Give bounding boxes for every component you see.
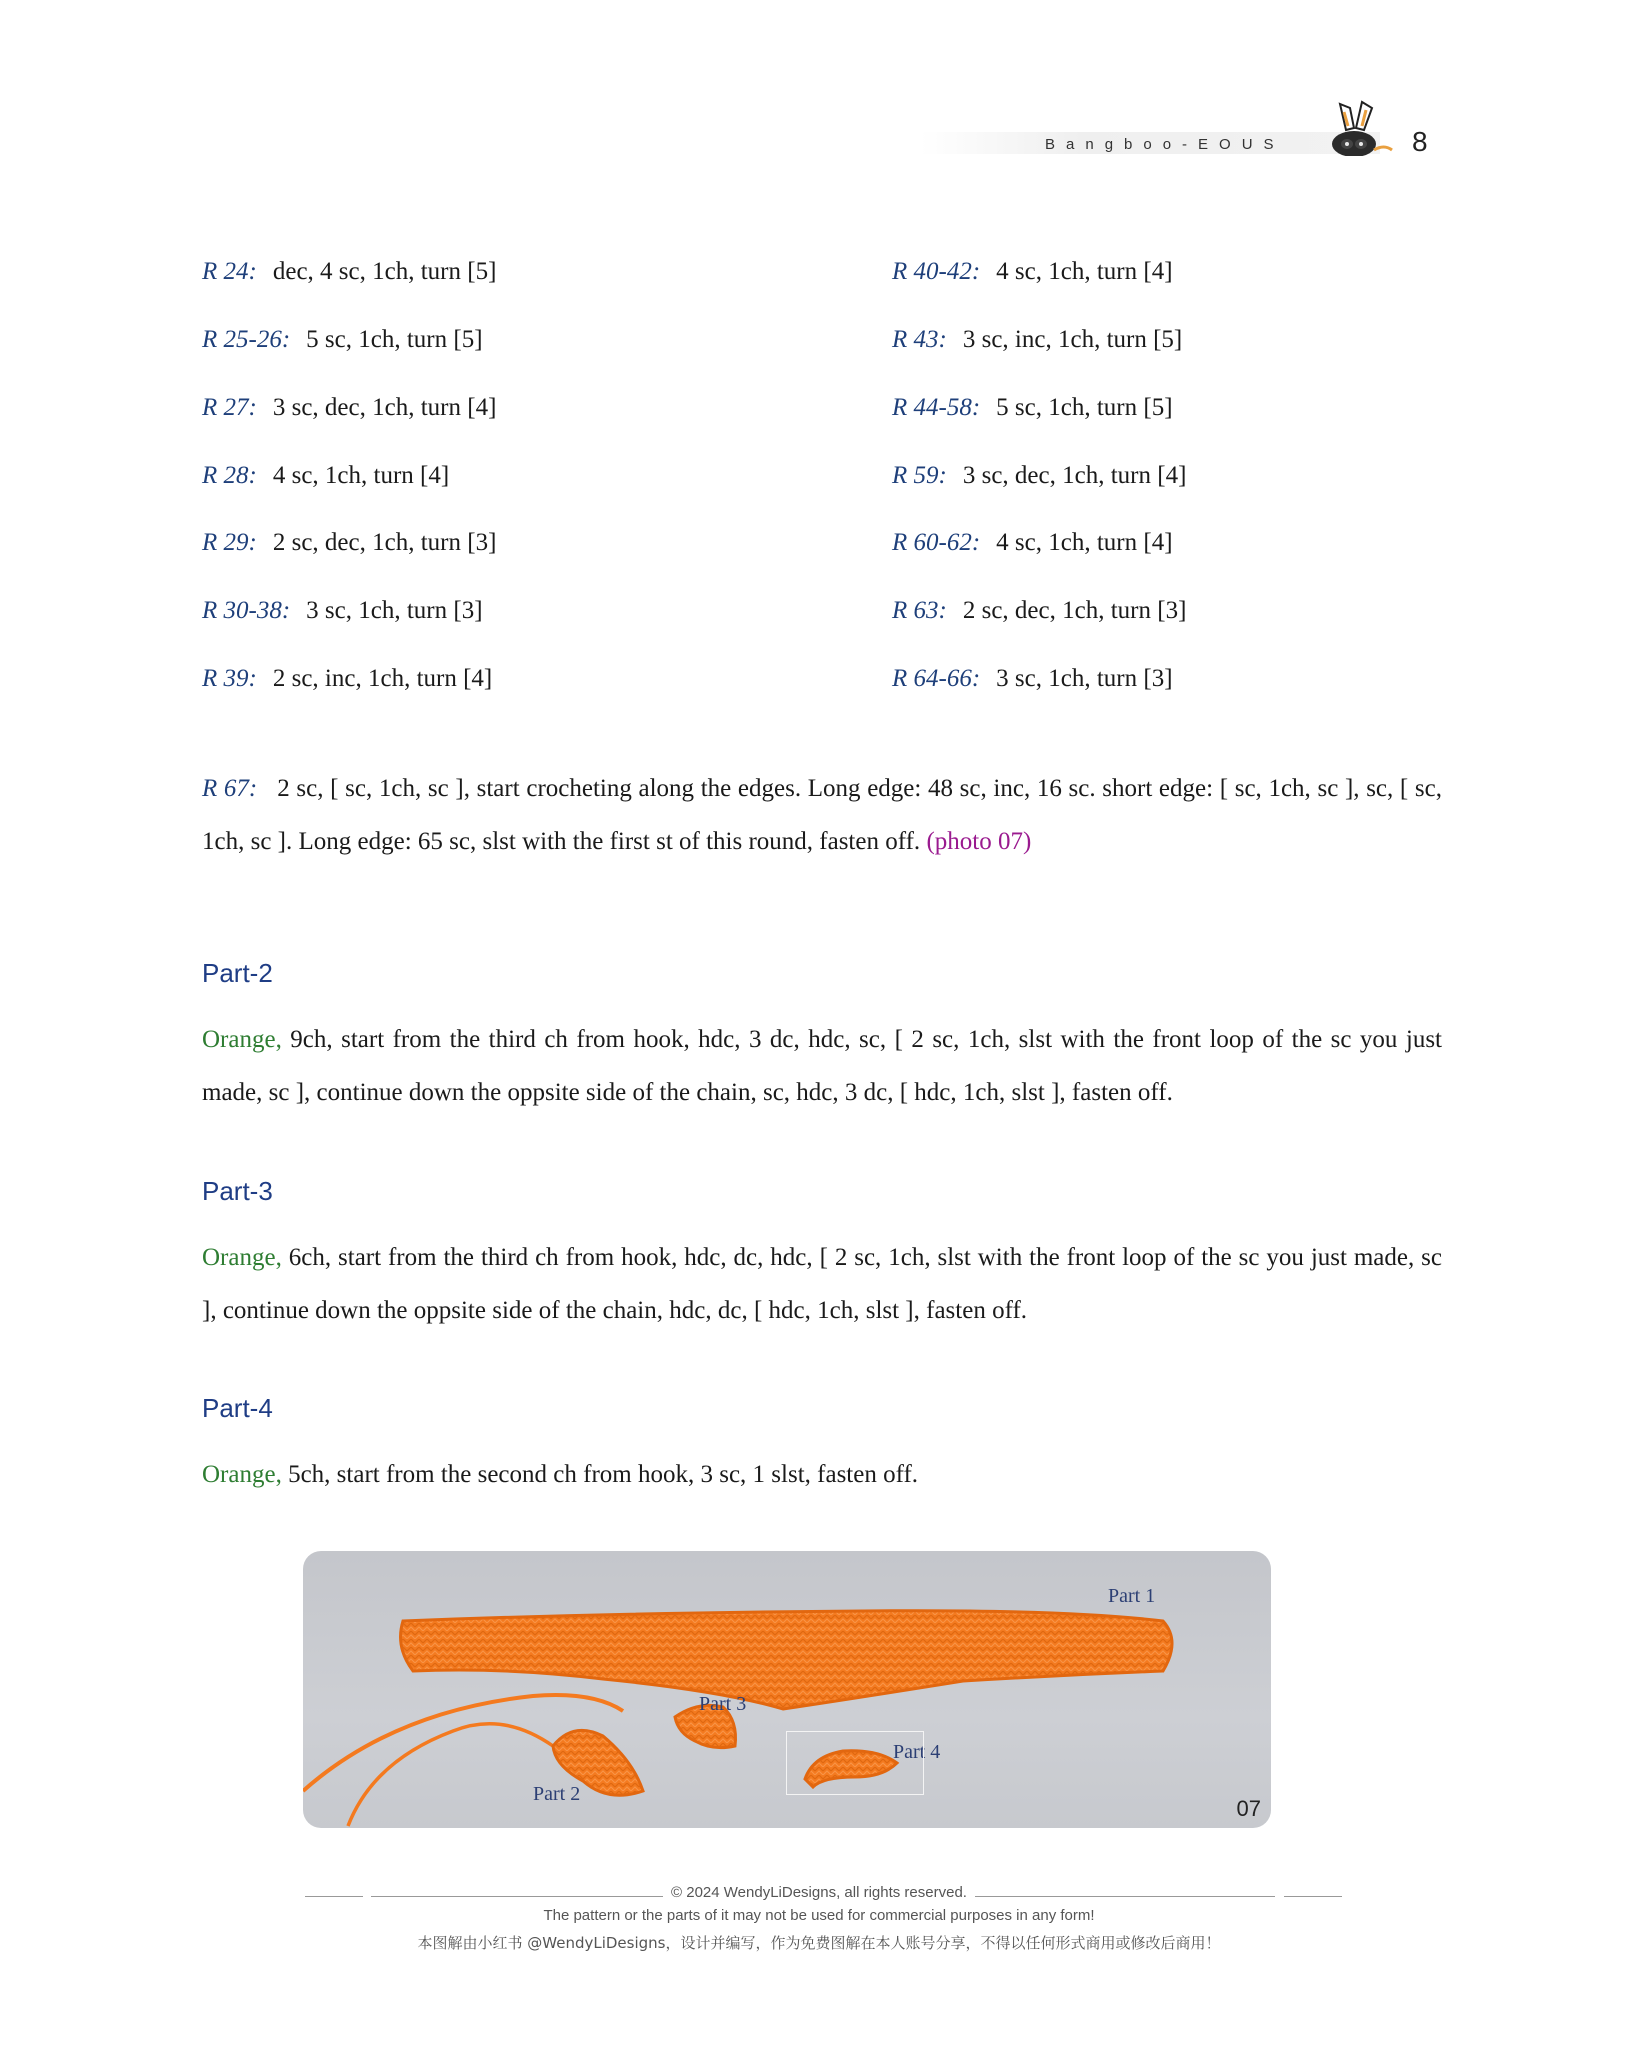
header-title: Bangboo-EOUS — [1045, 136, 1285, 153]
round-label: R 24: — [202, 258, 257, 285]
round-row — [202, 326, 483, 354]
round-text: 3 sc, dec, 1ch, turn [4] — [272, 394, 497, 421]
round-row — [892, 326, 1182, 354]
round-row — [892, 462, 1186, 490]
round-text: 2 sc, dec, 1ch, turn [3] — [272, 529, 497, 556]
part-1-label: Part 1 — [1108, 1585, 1156, 1607]
round-label: R 39: — [202, 665, 257, 692]
round-label: R 67: — [202, 775, 258, 802]
round-label: R 43: — [892, 326, 947, 353]
round-row — [202, 665, 492, 693]
round-text: 3 sc, 1ch, turn [3] — [306, 597, 483, 624]
section-heading-part-3: Part-3 — [202, 1176, 273, 1206]
yarn-color: Orange, — [202, 1026, 282, 1053]
round-label: R 29: — [202, 529, 257, 556]
round-label: R 30-38: — [202, 597, 291, 624]
round-row — [892, 258, 1173, 286]
round-text: 4 sc, 1ch, turn [4] — [996, 529, 1173, 556]
round-row — [202, 258, 496, 286]
page-number: 8 — [1412, 126, 1428, 157]
round-label: R 59: — [892, 462, 947, 489]
section-heading-part-2: Part-2 — [202, 958, 273, 988]
part-3-paragraph — [202, 1231, 1442, 1337]
round-text: 3 sc, inc, 1ch, turn [5] — [962, 326, 1183, 353]
round-label: R 28: — [202, 462, 257, 489]
part-1-strip — [401, 1611, 1172, 1709]
round-text: dec, 4 sc, 1ch, turn [5] — [272, 258, 497, 285]
round-row — [892, 597, 1186, 625]
footer-chinese-note: 本图解由小红书 @WendyLiDesigns，设计并编写，作为免费图解在本人账号分享，不得以任何形式商用或修改后商用！ — [417, 1934, 1221, 1952]
round-row — [892, 665, 1173, 693]
round-label: R 64-66: — [892, 665, 981, 692]
footer-copyright — [0, 1884, 1638, 1901]
section-heading-part-4: Part-4 — [202, 1393, 273, 1423]
round-label: R 27: — [202, 394, 257, 421]
yarn-color: Orange, — [202, 1461, 282, 1488]
round-text: 4 sc, 1ch, turn [4] — [272, 462, 450, 489]
part-2-label: Part 2 — [533, 1783, 581, 1805]
round-row — [202, 462, 449, 490]
round-row — [202, 529, 496, 557]
photo-number: 07 — [1236, 1796, 1261, 1821]
part-4-label: Part 4 — [893, 1741, 941, 1763]
round-text: 3 sc, 1ch, turn [3] — [996, 665, 1173, 692]
copyright-text: © 2024 WendyLiDesigns, all rights reserved. — [663, 1884, 975, 1901]
round-label: R 44-58: — [892, 394, 981, 421]
round-text: 4 sc, 1ch, turn [4] — [996, 258, 1173, 285]
round-label: R 63: — [892, 597, 947, 624]
round-row — [892, 529, 1173, 557]
photo-reference: (photo 07) — [926, 828, 1032, 855]
bangboo-mascot-icon — [1318, 100, 1398, 156]
part-3-label: Part 3 — [699, 1693, 747, 1715]
round-row — [892, 394, 1173, 422]
round-text: 2 sc, dec, 1ch, turn [3] — [962, 597, 1187, 624]
round-text: 2 sc, inc, 1ch, turn [4] — [272, 665, 493, 692]
round-label: R 25-26: — [202, 326, 291, 353]
part-text: 5ch, start from the second ch from hook, 3 sc, 1 slst, fasten off. — [288, 1461, 919, 1488]
part-4-highlight-box — [786, 1731, 924, 1795]
part-text: 6ch, start from the third ch from hook, hdc, dc, hdc, [ 2 sc, 1ch, slst with the front loop of the sc you just made, sc ], continue down the oppsite side of the chain, hdc, dc, [ hdc, 1ch, slst ], fasten off. — [202, 1244, 1442, 1324]
photo-07 — [303, 1551, 1271, 1828]
round-label: R 60-62: — [892, 529, 981, 556]
round-text: 5 sc, 1ch, turn [5] — [306, 326, 483, 353]
part-2-paragraph — [202, 1013, 1442, 1119]
round-row — [202, 597, 483, 625]
round-67-paragraph — [202, 762, 1442, 868]
part-text: 9ch, start from the third ch from hook, hdc, 3 dc, hdc, sc, [ 2 sc, 1ch, slst with the front loop of the sc you just made, sc ], continue down the oppsite side of the chain, sc, hdc, 3 dc, [ hdc, 1ch, slst ], fasten off. — [202, 1026, 1442, 1106]
round-text: 5 sc, 1ch, turn [5] — [996, 394, 1173, 421]
part-4-paragraph — [202, 1448, 1442, 1501]
round-label: R 40-42: — [892, 258, 981, 285]
round-text: 3 sc, dec, 1ch, turn [4] — [962, 462, 1187, 489]
footer-note: The pattern or the parts of it may not be used for commercial purposes in any form! — [543, 1907, 1095, 1924]
round-text: 2 sc, [ sc, 1ch, sc ], start crocheting along the edges. Long edge: 48 sc, inc, 16 sc. short edge: [ sc, 1ch, sc ], sc, [ sc, 1ch, sc ]. Long edge: 65 sc, slst with the first st of this round, fasten off. — [202, 775, 1442, 855]
yarn-color: Orange, — [202, 1244, 282, 1271]
round-row — [202, 394, 496, 422]
